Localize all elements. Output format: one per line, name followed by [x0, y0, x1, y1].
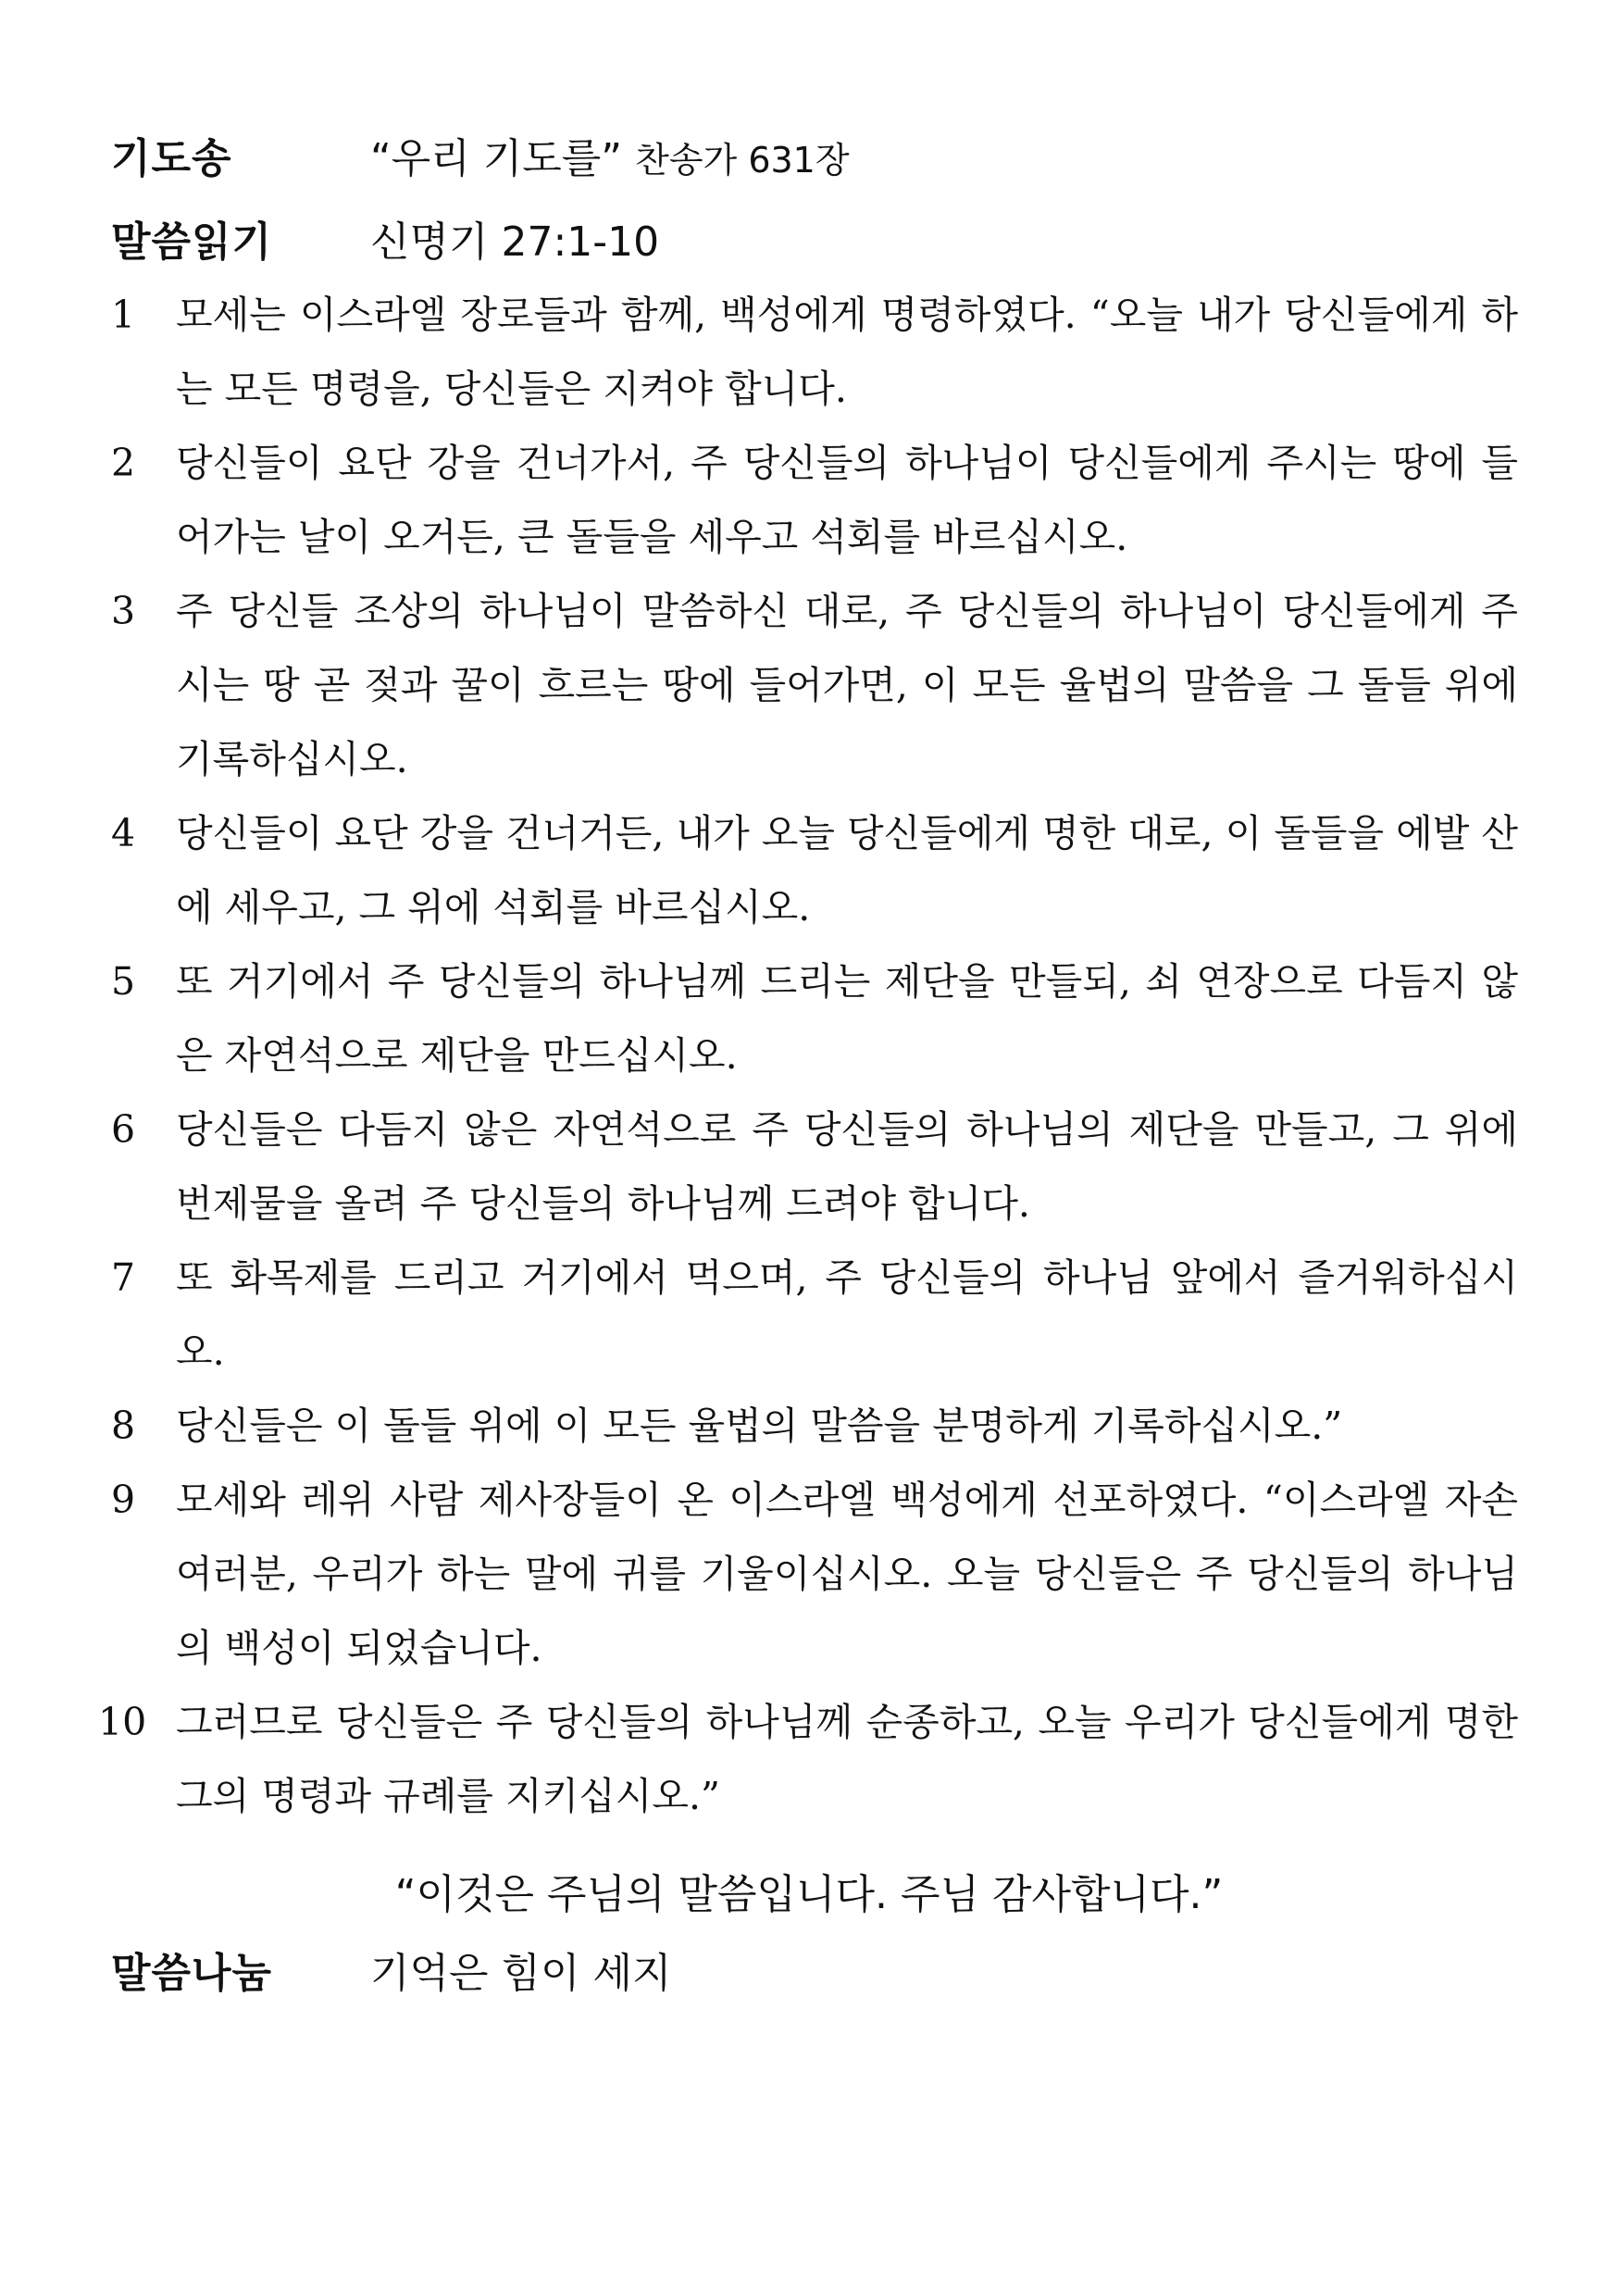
scripture-reading-label: 말씀읽기 — [111, 218, 273, 266]
verse-list — [98, 278, 1519, 1833]
verse-number: 9 — [111, 1478, 136, 1522]
prayer-song-title: “우리 기도를” — [370, 135, 623, 182]
verse-item — [111, 426, 1518, 574]
verse-number: 1 — [111, 293, 136, 337]
verse-text: 모세와 레위 사람 제사장들이 온 이스라엘 백성에게 선포하였다. “이스라엘 자손 여러분, 우리가 하는 말에 귀를 기울이십시오. 오늘 당신들은 주 당신들의 하나님의 백성이 되었습니다. — [176, 1478, 1519, 1670]
scripture-reading-row — [111, 208, 659, 268]
verse-text: 주 당신들 조상의 하나님이 말씀하신 대로, 주 당신들의 하나님이 당신들에게 주시는 땅 곧 젖과 꿀이 흐르는 땅에 들어가면, 이 모든 율법의 말씀을 그 돌들 위에 기록하십시오. — [176, 589, 1518, 781]
verse-item — [111, 944, 1518, 1092]
verse-text: 당신들은 이 돌들 위에 이 모든 율법의 말씀을 분명하게 기록하십시오.” — [176, 1404, 1343, 1448]
sharing-row — [111, 1940, 672, 1999]
verse-number: 4 — [111, 811, 136, 855]
prayer-song-source: 찬송가 631장 — [635, 140, 850, 181]
verse-number: 2 — [111, 441, 136, 485]
scripture-reference: 신명기 27:1-10 — [370, 218, 660, 266]
verse-item — [98, 1685, 1518, 1833]
verse-item — [111, 796, 1518, 944]
sharing-title: 기억은 힘이 세지 — [370, 1950, 672, 1997]
prayer-song-row — [111, 125, 850, 184]
prayer-song-value — [370, 125, 850, 184]
verse-number: 10 — [98, 1700, 147, 1744]
verse-text: 모세는 이스라엘 장로들과 함께, 백성에게 명령하였다. “오늘 내가 당신들에게 하는 모든 명령을, 당신들은 지켜야 합니다. — [176, 293, 1518, 411]
verse-number: 5 — [111, 959, 136, 1004]
verse-item — [111, 1463, 1518, 1685]
verse-item — [111, 1389, 1518, 1463]
verse-number: 7 — [111, 1255, 136, 1300]
verse-number: 6 — [111, 1107, 136, 1152]
verse-text: 당신들이 요단 강을 건너가서, 주 당신들의 하나님이 당신들에게 주시는 땅에 들어가는 날이 오거든, 큰 돌들을 세우고 석회를 바르십시오. — [176, 441, 1518, 559]
verse-text: 당신들은 다듬지 않은 자연석으로 주 당신들의 하나님의 제단을 만들고, 그 위에 번제물을 올려 주 당신들의 하나님께 드려야 합니다. — [176, 1107, 1518, 1226]
prayer-song-label: 기도송 — [111, 135, 232, 182]
verse-text: 또 화목제를 드리고 거기에서 먹으며, 주 당신들의 하나님 앞에서 즐거워하십시오. — [176, 1255, 1518, 1374]
verse-item — [111, 574, 1518, 796]
verse-number: 3 — [111, 589, 136, 633]
verse-text: 그러므로 당신들은 주 당신들의 하나님께 순종하고, 오늘 우리가 당신들에게 명한 그의 명령과 규례를 지키십시오.” — [176, 1700, 1518, 1818]
verse-item — [111, 1092, 1518, 1241]
verse-item — [111, 278, 1518, 426]
verse-item — [111, 1241, 1518, 1389]
sharing-label: 말씀나눔 — [111, 1950, 273, 1997]
verse-text: 또 거기에서 주 당신들의 하나님께 드리는 제단을 만들되, 쇠 연장으로 다듬지 않은 자연석으로 제단을 만드십시오. — [176, 959, 1518, 1078]
verse-text: 당신들이 요단 강을 건너거든, 내가 오늘 당신들에게 명한 대로, 이 돌들을 에발 산에 세우고, 그 위에 석회를 바르십시오. — [176, 811, 1518, 930]
closing-statement: “이것은 주님의 말씀입니다. 주님 감사합니다.” — [394, 1871, 1224, 1918]
verse-number: 8 — [111, 1404, 136, 1448]
